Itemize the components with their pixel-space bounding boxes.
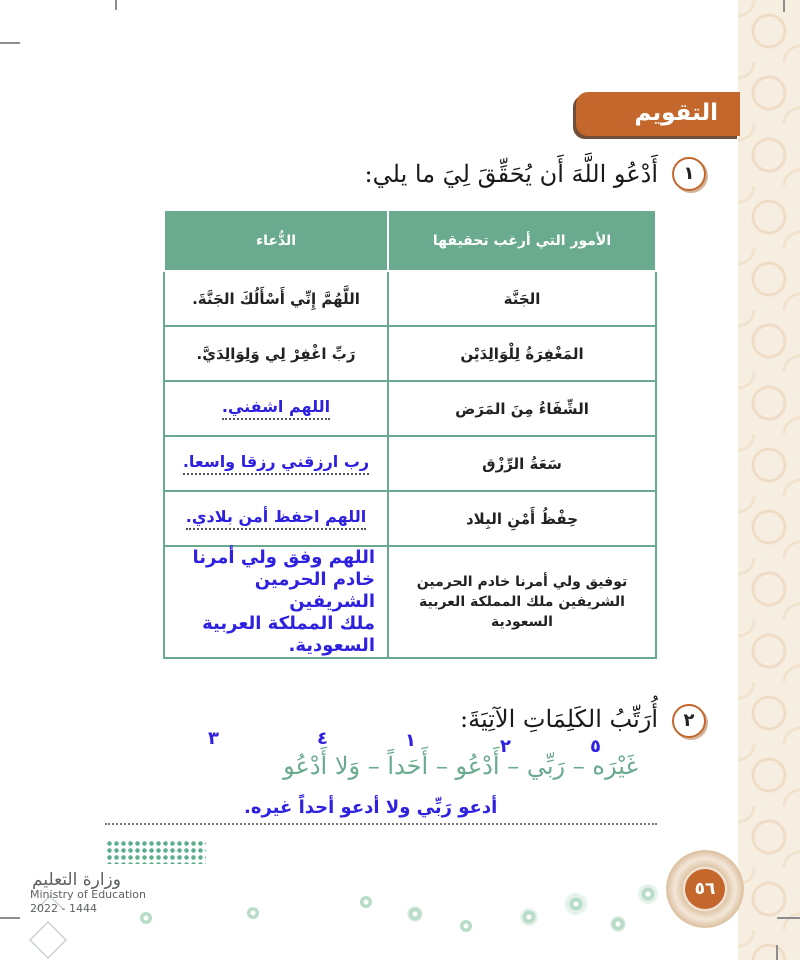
order-number: ٢ (500, 736, 511, 757)
decorative-flower-icon (247, 907, 259, 919)
word: أَدْعُو (455, 752, 500, 780)
ministry-name-arabic: وزارة التعليم (32, 870, 121, 890)
table-row (164, 381, 656, 436)
crop-mark (777, 917, 800, 919)
wish-cell: سَعَةُ الرِّزْق (388, 436, 656, 491)
decorative-flower-icon (610, 916, 626, 932)
page-number: ٥٦ (685, 869, 725, 909)
decorative-flower-icon (460, 920, 472, 932)
decorative-flower-icon (360, 896, 372, 908)
wish-cell: توفيق ولي أمرنا خادم الحرمين الشريفين ملك المملكة العربية السعودية (388, 546, 656, 658)
question-2-number: ٢ (672, 704, 706, 738)
prayer-cell: اللَّهُمَّ إِنِّي أَسْأَلُكَ الجَنَّةَ. (164, 271, 388, 326)
decorative-flower-icon (638, 884, 658, 904)
question-1-prompt: أَدْعُو اللَّهَ أَن يُحَقِّقَ لِيَ ما يلي: (364, 160, 658, 188)
decorative-flower-icon (407, 906, 423, 922)
answer-dotted-line (105, 823, 657, 825)
wish-cell: الشِّفَاءُ مِنَ المَرَض (388, 381, 656, 436)
crop-mark (0, 917, 20, 919)
decorative-flower-icon (520, 908, 538, 926)
order-number: ٤ (317, 728, 328, 749)
word-separator: – (572, 752, 585, 780)
word-separator: – (507, 752, 520, 780)
table-row (164, 271, 656, 326)
table-header-row (164, 210, 656, 271)
wish-cell: الجَنَّة (388, 271, 656, 326)
order-number: ٥ (590, 736, 601, 757)
side-decorative-pattern (738, 0, 800, 960)
column-header-wishes: الأمور التي أرغب تحقيقها (388, 210, 656, 271)
handwritten-answer-line: اللهم وفق ولي أمرنا (192, 547, 375, 568)
prayer-cell (164, 436, 388, 491)
order-number: ١ (405, 730, 416, 751)
edition-year: 2022 - 1444 (30, 902, 97, 915)
ministry-logo (28, 840, 208, 950)
crop-mark (776, 945, 778, 960)
prayer-cell: رَبِّ اغْفِرْ لِي وَلِوَالِدَيَّ. (164, 326, 388, 381)
crop-mark (115, 0, 117, 10)
handwritten-answer-line: ملك المملكة العربية السعودية. (202, 613, 375, 656)
section-title: التقويم (634, 100, 718, 126)
handwritten-answer: اللهم اشفني. (222, 397, 330, 420)
crop-mark (0, 42, 20, 44)
handwritten-sentence-answer: أدعو رَبِّي ولا أدعو أحداً غيره. (244, 797, 498, 818)
prayer-cell (164, 546, 388, 658)
order-number: ٣ (208, 728, 219, 749)
question-2-prompt: أُرَتِّبُ الكَلِمَاتِ الآتِيَةَ: (460, 705, 658, 733)
word-separator: – (367, 752, 380, 780)
table-row (164, 546, 656, 658)
word-separator: – (435, 752, 448, 780)
table-row (164, 326, 656, 381)
words-to-arrange (178, 752, 638, 780)
prayer-cell (164, 491, 388, 546)
column-header-prayer: الدُّعاء (164, 210, 388, 271)
wish-cell: حِفْظُ أَمْنِ البِلاد (388, 491, 656, 546)
word: أَحَداً (387, 752, 429, 780)
vision-dots-mark (106, 840, 206, 864)
prayer-table (163, 209, 657, 659)
decorative-flower-icon (140, 912, 152, 924)
handwritten-answer: اللهم احفظ أمن بلادي. (186, 507, 366, 530)
ministry-name-english: Ministry of Education (30, 888, 147, 901)
prayer-cell (164, 381, 388, 436)
handwritten-answer: رب ارزقني رزقا واسعا. (183, 452, 369, 475)
decorative-flower-icon (565, 893, 587, 915)
section-header (576, 92, 740, 136)
question-1-number: ١ (672, 157, 706, 191)
table-row (164, 436, 656, 491)
crop-mark (783, 0, 785, 12)
word: وَلا أَدْعُو (283, 752, 361, 780)
handwritten-answer-line: خادم الحرمين الشريفين (254, 569, 375, 612)
table-row (164, 491, 656, 546)
word: رَبِّي (526, 752, 566, 780)
word: غَيْرَه (592, 752, 638, 780)
wish-cell: المَغْفِرَةُ لِلْوَالِدَيْن (388, 326, 656, 381)
